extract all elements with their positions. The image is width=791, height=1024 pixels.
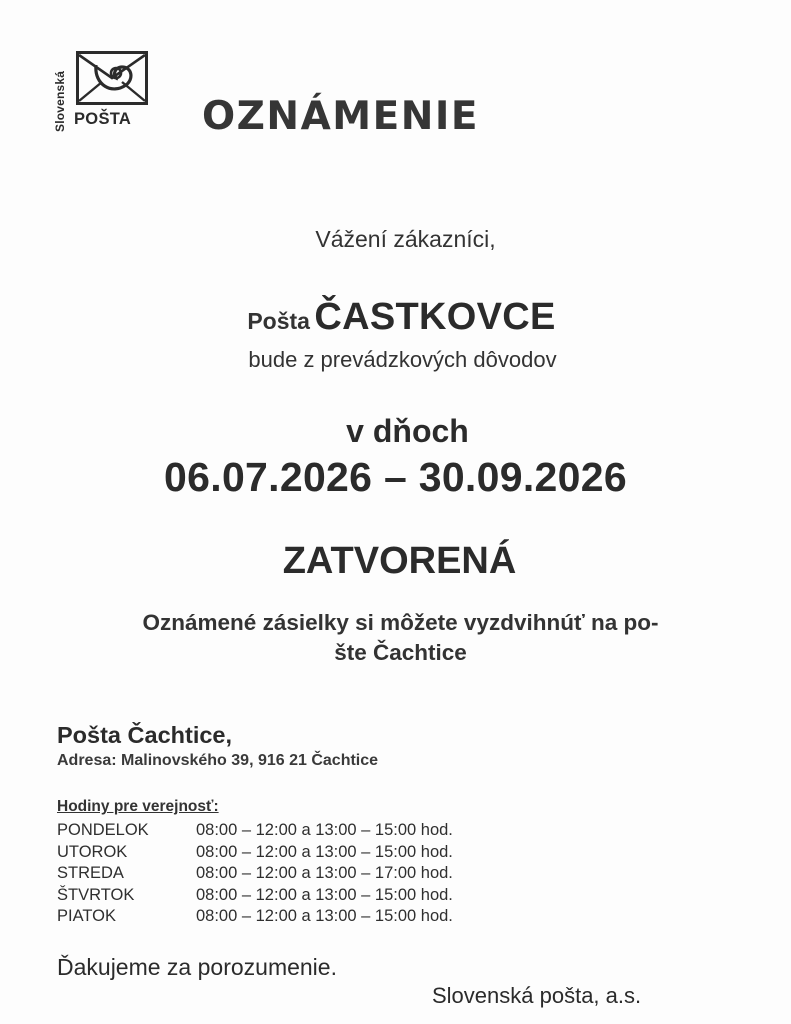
hours-day: ŠTVRTOK bbox=[57, 885, 135, 904]
office-prefix: Pošta bbox=[247, 308, 310, 334]
hours-row bbox=[57, 820, 453, 842]
hours-time: 08:00 – 12:00 a 13:00 – 15:00 hod. bbox=[196, 821, 453, 839]
slovenska-posta-logo bbox=[52, 48, 162, 138]
hours-day: PIATOK bbox=[57, 907, 116, 925]
hours-row bbox=[57, 906, 453, 928]
logo-brand-vertical: Slovenská bbox=[53, 70, 67, 132]
hours-time: 08:00 – 12:00 a 13:00 – 15:00 hod. bbox=[196, 842, 453, 861]
opening-hours-title: Hodiny pre verejnosť: bbox=[57, 798, 219, 815]
alternative-office-address: Adresa: Malinovského 39, 916 21 Čachtice bbox=[57, 752, 379, 769]
pickup-notice bbox=[0, 608, 791, 668]
hours-row bbox=[57, 842, 453, 864]
post-horn-envelope-icon bbox=[76, 51, 148, 105]
hours-time: 08:00 – 12:00 a 13:00 – 15:00 hod. bbox=[196, 885, 453, 904]
hours-time: 08:00 – 12:00 a 13:00 – 15:00 hod. bbox=[196, 907, 453, 925]
closure-date-range: 06.07.2026 – 30.09.2026 bbox=[164, 454, 627, 500]
pickup-line-2: šte Čachtice bbox=[334, 640, 467, 665]
pickup-line-1: Oznámené zásielky si môžete vyzdvihnúť na po- bbox=[142, 610, 659, 635]
hours-day: UTOROK bbox=[57, 842, 128, 861]
opening-hours-table bbox=[57, 820, 453, 928]
hours-day: STREDA bbox=[57, 864, 124, 882]
hours-row bbox=[57, 885, 453, 907]
days-label: v dňoch bbox=[346, 413, 469, 449]
office-name: ČASTKOVCE bbox=[314, 296, 556, 338]
salutation: Vážení zákazníci, bbox=[315, 226, 496, 252]
closure-reason: bude z prevádzkových dôvodov bbox=[248, 347, 557, 372]
hours-day: PONDELOK bbox=[57, 821, 149, 839]
thank-you-note: Ďakujeme za porozumenie. bbox=[57, 954, 337, 980]
logo-brand-name: POŠTA bbox=[74, 110, 132, 128]
closure-status: ZATVORENÁ bbox=[282, 540, 517, 582]
notice-heading: OZNÁMENIE bbox=[202, 94, 479, 139]
signature: Slovenská pošta, a.s. bbox=[432, 983, 642, 1008]
closed-office-line bbox=[0, 296, 791, 339]
hours-time: 08:00 – 12:00 a 13:00 – 17:00 hod. bbox=[196, 864, 453, 882]
alternative-office-name: Pošta Čachtice, bbox=[57, 722, 233, 748]
hours-row bbox=[57, 863, 453, 885]
